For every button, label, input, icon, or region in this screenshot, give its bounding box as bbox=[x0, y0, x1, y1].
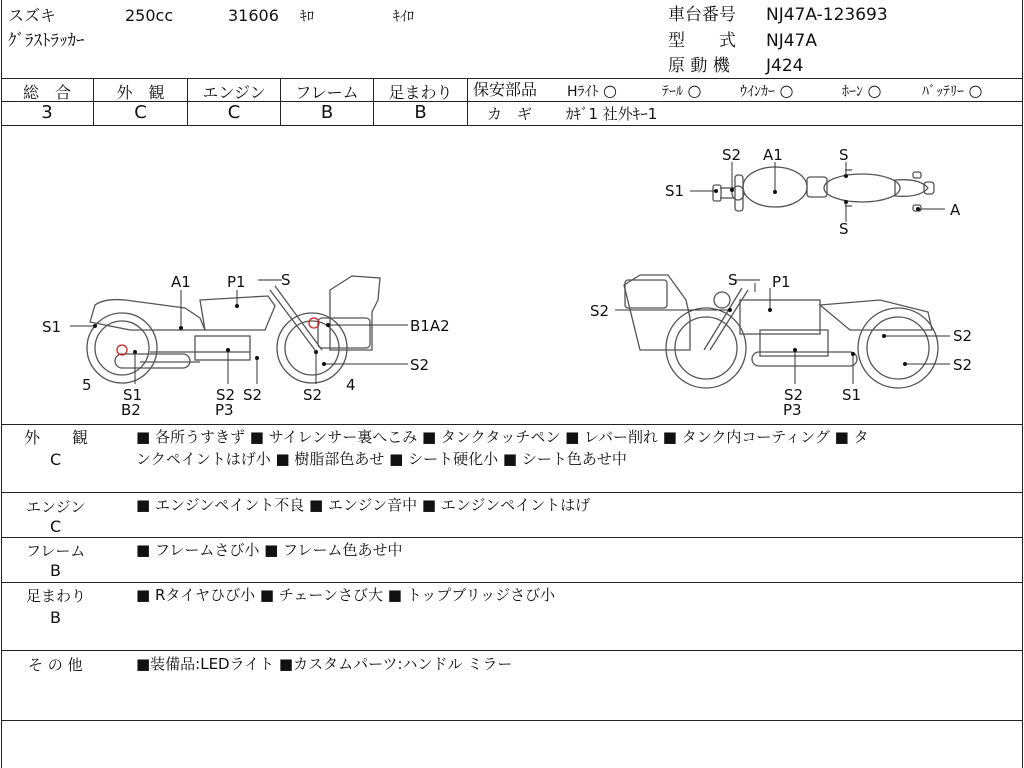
remark-grade-frame: B bbox=[50, 561, 61, 580]
remark-text-engine: ■ エンジンペイント不良 ■ エンジン音中 ■ エンジンペイントはげ bbox=[136, 496, 591, 514]
right-s1: S1 bbox=[842, 386, 862, 404]
right-side-bike bbox=[624, 275, 938, 388]
left-p1: P1 bbox=[227, 273, 246, 291]
grade-label-suspension: 足まわり bbox=[388, 83, 453, 102]
left-s2-c: S2 bbox=[303, 386, 323, 404]
remark-label-suspension: 足まわり bbox=[26, 587, 87, 605]
damage-diagram bbox=[0, 126, 1024, 424]
grade-value-exterior: C bbox=[134, 102, 147, 123]
mileage: 31606 bbox=[228, 6, 279, 25]
remarks-line-4 bbox=[1, 650, 1023, 651]
key-label: カ ギ bbox=[487, 105, 533, 123]
top-a: A bbox=[950, 201, 961, 219]
remark-label-engine: エンジン bbox=[26, 498, 86, 516]
remark-label-other: そ の 他 bbox=[28, 656, 83, 674]
grade-divider bbox=[467, 78, 468, 125]
left-s1-b: S1 bbox=[123, 386, 143, 404]
left-a1: A1 bbox=[171, 273, 191, 291]
remark-grade-exterior: C bbox=[50, 450, 62, 469]
grade-value-overall: 3 bbox=[41, 102, 53, 123]
right-s2-left: S2 bbox=[590, 302, 610, 320]
engine-value: J424 bbox=[766, 56, 804, 76]
grade-label-overall: 総 合 bbox=[22, 83, 71, 102]
left-b2: B2 bbox=[121, 401, 141, 419]
top-a1: A1 bbox=[763, 146, 783, 164]
remarks-line-5 bbox=[1, 720, 1023, 721]
safety-headlight: Hﾗｲﾄ ○ bbox=[567, 81, 617, 100]
top-s2: S2 bbox=[722, 146, 742, 164]
right-p1: P1 bbox=[772, 273, 791, 291]
remark-grade-suspension: B bbox=[50, 608, 61, 627]
grade-value-engine: C bbox=[227, 102, 241, 123]
safety-horn: ﾎｰﾝ ○ bbox=[842, 81, 882, 100]
left-side-bike bbox=[87, 276, 380, 383]
remark-text-other: ■装備品:LEDライト ■カスタムパーツ:ハンドル ミラー bbox=[136, 655, 513, 673]
frame-no-label: 車台番号 bbox=[668, 5, 736, 25]
remarks-line-3 bbox=[1, 582, 1023, 583]
remark-text-suspension: ■ Rタイヤひび小 ■ チェーンさび大 ■ トップブリッジさび小 bbox=[136, 586, 556, 604]
right-s: S bbox=[728, 271, 738, 289]
remarks-line-1 bbox=[1, 492, 1023, 493]
maker: スズキ bbox=[8, 6, 57, 25]
remarks-top-line bbox=[1, 424, 1023, 425]
type-value: NJ47A bbox=[766, 31, 817, 51]
top-view-bike bbox=[713, 167, 934, 211]
remark-text-frame: ■ フレームさび小 ■ フレーム色あせ中 bbox=[136, 541, 403, 559]
grade-label-frame: フレーム bbox=[295, 83, 359, 102]
displacement: 250cc bbox=[125, 6, 174, 25]
remark-label-frame: フレーム bbox=[26, 542, 86, 560]
right-p3: P3 bbox=[783, 401, 802, 419]
grade-label-exterior: 外 観 bbox=[116, 83, 165, 102]
key-value: ｶｷﾞ1 社外ｷｰ1 bbox=[566, 105, 658, 123]
safety-label: 保安部品 bbox=[473, 80, 538, 99]
left-s: S bbox=[281, 271, 291, 289]
grade-value-suspension: B bbox=[414, 102, 427, 123]
left-s1: S1 bbox=[42, 318, 62, 336]
color: ｷｲﾛ bbox=[393, 9, 414, 25]
left-s2-b: S2 bbox=[243, 386, 263, 404]
left-p3: P3 bbox=[215, 401, 234, 419]
type-label: 型 式 bbox=[668, 31, 736, 51]
grade-value-frame: B bbox=[320, 102, 334, 123]
left-five: 5 bbox=[82, 376, 92, 394]
remark-text-exterior: ■ 各所うすきず ■ サイレンサー裏へこみ ■ タンクタッチペン ■ レバー削れ ■ タンク内コーティング ■ タ ンクペイントはげ小 ■ 樹脂部色あせ ■ シート硬化小 ■ シート色あせ中 bbox=[136, 428, 869, 468]
grade-top-line bbox=[1, 78, 1023, 79]
top-s: S bbox=[839, 146, 849, 164]
engine-label: 原 動 機 bbox=[668, 56, 730, 76]
left-b1a2: B1A2 bbox=[410, 317, 450, 335]
right-s2-r1: S2 bbox=[953, 327, 973, 345]
safety-tail: ﾃｰﾙ ○ bbox=[662, 81, 702, 100]
remark-label-exterior: 外 観 bbox=[24, 428, 89, 447]
remark-grade-engine: C bbox=[50, 517, 62, 536]
safety-battery: ﾊﾞｯﾃﾘｰ ○ bbox=[922, 81, 983, 100]
remarks-line-2 bbox=[1, 537, 1023, 538]
top-s-bottom: S bbox=[839, 220, 849, 238]
left-s2-a: S2 bbox=[216, 386, 236, 404]
model-name: ｸﾞﾗｽﾄﾗｯｶｰ bbox=[8, 31, 85, 51]
safety-winker: ｳｲﾝｶｰ ○ bbox=[740, 81, 794, 100]
grade-label-engine: エンジン bbox=[202, 83, 266, 102]
left-s2-right: S2 bbox=[410, 356, 430, 374]
left-four: 4 bbox=[346, 376, 356, 394]
top-s1: S1 bbox=[665, 182, 685, 200]
mileage-unit: ｷﾛ bbox=[300, 9, 314, 25]
right-s2-r2: S2 bbox=[953, 356, 973, 374]
frame-no: NJ47A-123693 bbox=[766, 5, 888, 25]
right-s2-bottom: S2 bbox=[784, 386, 804, 404]
